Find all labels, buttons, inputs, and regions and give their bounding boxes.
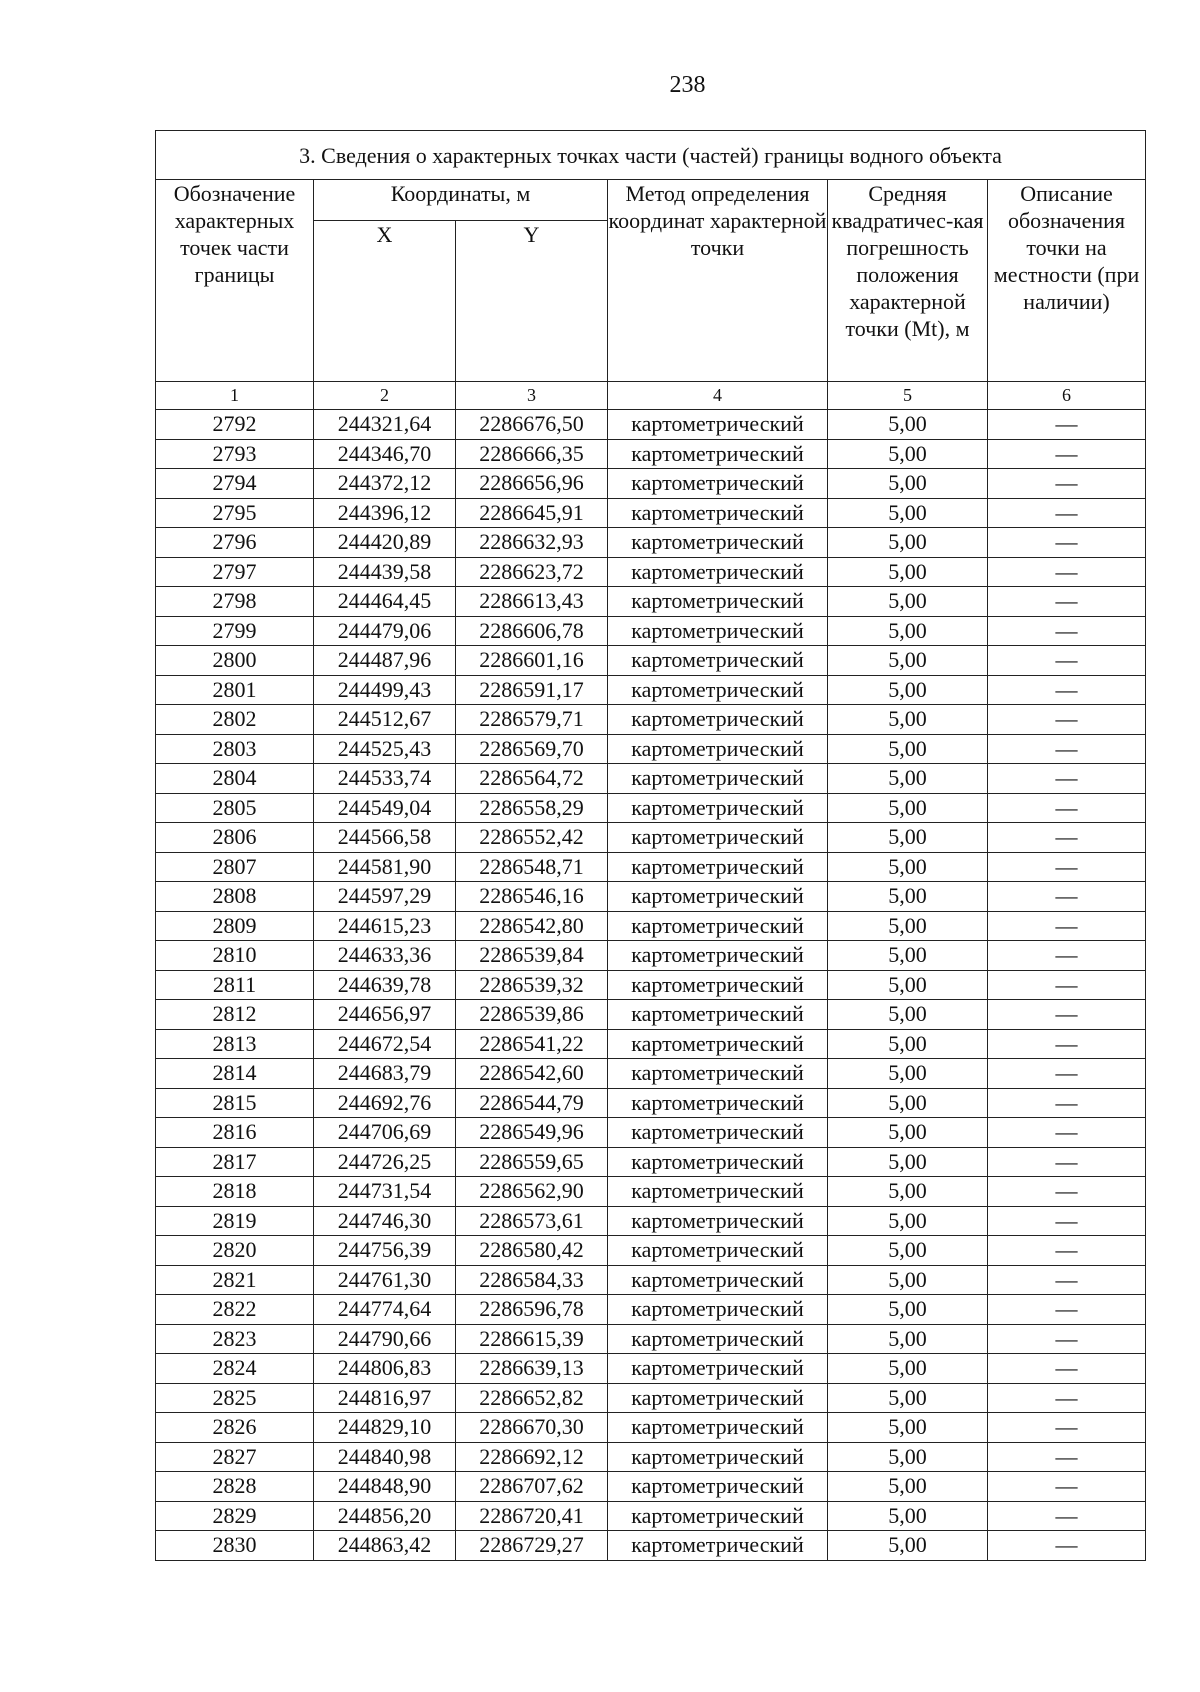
table-row	[156, 1413, 1146, 1443]
point-id-cell: 2813	[156, 1029, 314, 1059]
error-cell: 5,00	[828, 1236, 988, 1266]
x-coordinate-cell: 244321,64	[314, 410, 456, 440]
description-cell: —	[988, 1059, 1146, 1089]
description-cell: —	[988, 1295, 1146, 1325]
method-cell: картометрический	[608, 498, 828, 528]
table-row	[156, 1295, 1146, 1325]
x-coordinate-cell: 244464,45	[314, 587, 456, 617]
description-cell: —	[988, 469, 1146, 499]
point-id-cell: 2795	[156, 498, 314, 528]
description-cell: —	[988, 498, 1146, 528]
table-row	[156, 1236, 1146, 1266]
error-cell: 5,00	[828, 1206, 988, 1236]
table-row	[156, 823, 1146, 853]
description-cell: —	[988, 705, 1146, 735]
x-coordinate-cell: 244840,98	[314, 1442, 456, 1472]
error-cell: 5,00	[828, 587, 988, 617]
x-coordinate-cell: 244761,30	[314, 1265, 456, 1295]
method-cell: картометрический	[608, 1295, 828, 1325]
x-coordinate-cell: 244790,66	[314, 1324, 456, 1354]
table-row	[156, 734, 1146, 764]
error-cell: 5,00	[828, 675, 988, 705]
description-cell: —	[988, 793, 1146, 823]
x-coordinate-cell: 244566,58	[314, 823, 456, 853]
table-row	[156, 469, 1146, 499]
y-coordinate-cell: 2286645,91	[456, 498, 608, 528]
header-y: Y	[456, 221, 608, 382]
method-cell: картометрический	[608, 793, 828, 823]
method-cell: картометрический	[608, 1265, 828, 1295]
y-coordinate-cell: 2286613,43	[456, 587, 608, 617]
x-coordinate-cell: 244816,97	[314, 1383, 456, 1413]
point-id-cell: 2826	[156, 1413, 314, 1443]
x-coordinate-cell: 244856,20	[314, 1501, 456, 1531]
y-coordinate-cell: 2286720,41	[456, 1501, 608, 1531]
point-id-cell: 2809	[156, 911, 314, 941]
y-coordinate-cell: 2286623,72	[456, 557, 608, 587]
description-cell: —	[988, 410, 1146, 440]
point-id-cell: 2808	[156, 882, 314, 912]
table-row	[156, 1324, 1146, 1354]
method-cell: картометрический	[608, 1147, 828, 1177]
y-coordinate-cell: 2286544,79	[456, 1088, 608, 1118]
error-cell: 5,00	[828, 823, 988, 853]
description-cell: —	[988, 646, 1146, 676]
x-coordinate-cell: 244656,97	[314, 1000, 456, 1030]
y-coordinate-cell: 2286606,78	[456, 616, 608, 646]
error-cell: 5,00	[828, 1059, 988, 1089]
point-id-cell: 2817	[156, 1147, 314, 1177]
x-coordinate-cell: 244499,43	[314, 675, 456, 705]
point-id-cell: 2815	[156, 1088, 314, 1118]
method-cell: картометрический	[608, 1088, 828, 1118]
y-coordinate-cell: 2286615,39	[456, 1324, 608, 1354]
method-cell: картометрический	[608, 705, 828, 735]
point-id-cell: 2805	[156, 793, 314, 823]
description-cell: —	[988, 1383, 1146, 1413]
error-cell: 5,00	[828, 1324, 988, 1354]
x-coordinate-cell: 244848,90	[314, 1472, 456, 1502]
x-coordinate-cell: 244597,29	[314, 882, 456, 912]
error-cell: 5,00	[828, 1383, 988, 1413]
method-cell: картометрический	[608, 970, 828, 1000]
error-cell: 5,00	[828, 557, 988, 587]
table-row	[156, 882, 1146, 912]
point-id-cell: 2819	[156, 1206, 314, 1236]
description-cell: —	[988, 764, 1146, 794]
y-coordinate-cell: 2286539,32	[456, 970, 608, 1000]
header-method: Метод определения координат характерной точки	[608, 180, 828, 382]
table-row	[156, 1059, 1146, 1089]
method-cell: картометрический	[608, 1000, 828, 1030]
table-row	[156, 1354, 1146, 1384]
table-row	[156, 498, 1146, 528]
y-coordinate-cell: 2286656,96	[456, 469, 608, 499]
error-cell: 5,00	[828, 1354, 988, 1384]
y-coordinate-cell: 2286564,72	[456, 764, 608, 794]
method-cell: картометрический	[608, 557, 828, 587]
column-number: 4	[608, 382, 828, 410]
x-coordinate-cell: 244806,83	[314, 1354, 456, 1384]
method-cell: картометрический	[608, 616, 828, 646]
error-cell: 5,00	[828, 1000, 988, 1030]
boundary-points-table	[155, 130, 1146, 1561]
x-coordinate-cell: 244525,43	[314, 734, 456, 764]
method-cell: картометрический	[608, 1354, 828, 1384]
error-cell: 5,00	[828, 1472, 988, 1502]
error-cell: 5,00	[828, 941, 988, 971]
y-coordinate-cell: 2286676,50	[456, 410, 608, 440]
method-cell: картометрический	[608, 675, 828, 705]
point-id-cell: 2811	[156, 970, 314, 1000]
section-title: 3. Сведения о характерных точках части (частей) границы водного объекта	[156, 131, 1146, 180]
description-cell: —	[988, 823, 1146, 853]
method-cell: картометрический	[608, 911, 828, 941]
point-id-cell: 2828	[156, 1472, 314, 1502]
point-id-cell: 2821	[156, 1265, 314, 1295]
x-coordinate-cell: 244487,96	[314, 646, 456, 676]
description-cell: —	[988, 1206, 1146, 1236]
point-id-cell: 2794	[156, 469, 314, 499]
point-id-cell: 2800	[156, 646, 314, 676]
x-coordinate-cell: 244372,12	[314, 469, 456, 499]
point-id-cell: 2823	[156, 1324, 314, 1354]
table-row	[156, 410, 1146, 440]
method-cell: картометрический	[608, 823, 828, 853]
point-id-cell: 2806	[156, 823, 314, 853]
error-cell: 5,00	[828, 1501, 988, 1531]
error-cell: 5,00	[828, 1531, 988, 1561]
column-number: 2	[314, 382, 456, 410]
point-id-cell: 2801	[156, 675, 314, 705]
table-row	[156, 1383, 1146, 1413]
description-cell: —	[988, 1472, 1146, 1502]
y-coordinate-cell: 2286552,42	[456, 823, 608, 853]
x-coordinate-cell: 244615,23	[314, 911, 456, 941]
point-id-cell: 2812	[156, 1000, 314, 1030]
description-cell: —	[988, 911, 1146, 941]
point-id-cell: 2825	[156, 1383, 314, 1413]
method-cell: картометрический	[608, 941, 828, 971]
x-coordinate-cell: 244533,74	[314, 764, 456, 794]
description-cell: —	[988, 1118, 1146, 1148]
x-coordinate-cell: 244829,10	[314, 1413, 456, 1443]
y-coordinate-cell: 2286558,29	[456, 793, 608, 823]
description-cell: —	[988, 1000, 1146, 1030]
x-coordinate-cell: 244639,78	[314, 970, 456, 1000]
table-row	[156, 587, 1146, 617]
point-id-cell: 2820	[156, 1236, 314, 1266]
table-row	[156, 764, 1146, 794]
table-row	[156, 1029, 1146, 1059]
method-cell: картометрический	[608, 1531, 828, 1561]
point-id-cell: 2793	[156, 439, 314, 469]
table-row	[156, 557, 1146, 587]
column-number: 5	[828, 382, 988, 410]
y-coordinate-cell: 2286549,96	[456, 1118, 608, 1148]
table-row	[156, 1442, 1146, 1472]
table-row	[156, 1265, 1146, 1295]
table-row	[156, 705, 1146, 735]
method-cell: картометрический	[608, 439, 828, 469]
description-cell: —	[988, 1265, 1146, 1295]
error-cell: 5,00	[828, 646, 988, 676]
x-coordinate-cell: 244746,30	[314, 1206, 456, 1236]
y-coordinate-cell: 2286539,86	[456, 1000, 608, 1030]
y-coordinate-cell: 2286542,60	[456, 1059, 608, 1089]
y-coordinate-cell: 2286584,33	[456, 1265, 608, 1295]
header-designation: Обозначение характерных точек части границы	[156, 180, 314, 382]
method-cell: картометрический	[608, 1383, 828, 1413]
y-coordinate-cell: 2286539,84	[456, 941, 608, 971]
x-coordinate-cell: 244420,89	[314, 528, 456, 558]
table-row	[156, 528, 1146, 558]
point-id-cell: 2799	[156, 616, 314, 646]
header-description: Описание обозначения точки на местности (при наличии)	[988, 180, 1146, 382]
description-cell: —	[988, 1177, 1146, 1207]
error-cell: 5,00	[828, 911, 988, 941]
description-cell: —	[988, 1088, 1146, 1118]
description-cell: —	[988, 557, 1146, 587]
x-coordinate-cell: 244756,39	[314, 1236, 456, 1266]
y-coordinate-cell: 2286542,80	[456, 911, 608, 941]
x-coordinate-cell: 244549,04	[314, 793, 456, 823]
table-row	[156, 941, 1146, 971]
x-coordinate-cell: 244672,54	[314, 1029, 456, 1059]
y-coordinate-cell: 2286639,13	[456, 1354, 608, 1384]
description-cell: —	[988, 1029, 1146, 1059]
table-row	[156, 616, 1146, 646]
x-coordinate-cell: 244692,76	[314, 1088, 456, 1118]
x-coordinate-cell: 244774,64	[314, 1295, 456, 1325]
description-cell: —	[988, 1236, 1146, 1266]
column-numbers-row	[156, 382, 1146, 410]
method-cell: картометрический	[608, 1118, 828, 1148]
x-coordinate-cell: 244439,58	[314, 557, 456, 587]
y-coordinate-cell: 2286707,62	[456, 1472, 608, 1502]
point-id-cell: 2814	[156, 1059, 314, 1089]
description-cell: —	[988, 1531, 1146, 1561]
point-id-cell: 2803	[156, 734, 314, 764]
x-coordinate-cell: 244479,06	[314, 616, 456, 646]
table-row	[156, 675, 1146, 705]
column-number: 1	[156, 382, 314, 410]
y-coordinate-cell: 2286559,65	[456, 1147, 608, 1177]
point-id-cell: 2822	[156, 1295, 314, 1325]
y-coordinate-cell: 2286652,82	[456, 1383, 608, 1413]
method-cell: картометрический	[608, 1059, 828, 1089]
x-coordinate-cell: 244346,70	[314, 439, 456, 469]
description-cell: —	[988, 941, 1146, 971]
error-cell: 5,00	[828, 469, 988, 499]
error-cell: 5,00	[828, 528, 988, 558]
method-cell: картометрический	[608, 1206, 828, 1236]
y-coordinate-cell: 2286573,61	[456, 1206, 608, 1236]
error-cell: 5,00	[828, 793, 988, 823]
y-coordinate-cell: 2286579,71	[456, 705, 608, 735]
error-cell: 5,00	[828, 1147, 988, 1177]
method-cell: картометрический	[608, 528, 828, 558]
description-cell: —	[988, 439, 1146, 469]
error-cell: 5,00	[828, 1265, 988, 1295]
point-id-cell: 2798	[156, 587, 314, 617]
method-cell: картометрический	[608, 764, 828, 794]
error-cell: 5,00	[828, 734, 988, 764]
point-id-cell: 2797	[156, 557, 314, 587]
table-row	[156, 646, 1146, 676]
method-cell: картометрический	[608, 734, 828, 764]
description-cell: —	[988, 1442, 1146, 1472]
y-coordinate-cell: 2286548,71	[456, 852, 608, 882]
table-row	[156, 1000, 1146, 1030]
y-coordinate-cell: 2286632,93	[456, 528, 608, 558]
table-row	[156, 1206, 1146, 1236]
y-coordinate-cell: 2286601,16	[456, 646, 608, 676]
description-cell: —	[988, 882, 1146, 912]
y-coordinate-cell: 2286666,35	[456, 439, 608, 469]
point-id-cell: 2818	[156, 1177, 314, 1207]
table-row	[156, 911, 1146, 941]
error-cell: 5,00	[828, 1029, 988, 1059]
y-coordinate-cell: 2286569,70	[456, 734, 608, 764]
error-cell: 5,00	[828, 1118, 988, 1148]
point-id-cell: 2824	[156, 1354, 314, 1384]
y-coordinate-cell: 2286591,17	[456, 675, 608, 705]
table-row	[156, 1501, 1146, 1531]
table-row	[156, 970, 1146, 1000]
table-body	[156, 410, 1146, 1561]
point-id-cell: 2802	[156, 705, 314, 735]
error-cell: 5,00	[828, 882, 988, 912]
point-id-cell: 2830	[156, 1531, 314, 1561]
description-cell: —	[988, 587, 1146, 617]
table-row	[156, 1088, 1146, 1118]
description-cell: —	[988, 1147, 1146, 1177]
header-coordinates: Координаты, м	[314, 180, 608, 221]
x-coordinate-cell: 244683,79	[314, 1059, 456, 1089]
description-cell: —	[988, 1413, 1146, 1443]
method-cell: картометрический	[608, 410, 828, 440]
error-cell: 5,00	[828, 1088, 988, 1118]
x-coordinate-cell: 244731,54	[314, 1177, 456, 1207]
error-cell: 5,00	[828, 439, 988, 469]
method-cell: картометрический	[608, 1029, 828, 1059]
method-cell: картометрический	[608, 1177, 828, 1207]
table-row	[156, 793, 1146, 823]
description-cell: —	[988, 1501, 1146, 1531]
header-x: X	[314, 221, 456, 382]
y-coordinate-cell: 2286692,12	[456, 1442, 608, 1472]
description-cell: —	[988, 852, 1146, 882]
error-cell: 5,00	[828, 1442, 988, 1472]
point-id-cell: 2804	[156, 764, 314, 794]
table-row	[156, 852, 1146, 882]
y-coordinate-cell: 2286546,16	[456, 882, 608, 912]
error-cell: 5,00	[828, 1413, 988, 1443]
method-cell: картометрический	[608, 646, 828, 676]
description-cell: —	[988, 970, 1146, 1000]
x-coordinate-cell: 244706,69	[314, 1118, 456, 1148]
y-coordinate-cell: 2286729,27	[456, 1531, 608, 1561]
point-id-cell: 2829	[156, 1501, 314, 1531]
y-coordinate-cell: 2286541,22	[456, 1029, 608, 1059]
y-coordinate-cell: 2286562,90	[456, 1177, 608, 1207]
point-id-cell: 2796	[156, 528, 314, 558]
table-row	[156, 1177, 1146, 1207]
x-coordinate-cell: 244633,36	[314, 941, 456, 971]
point-id-cell: 2816	[156, 1118, 314, 1148]
description-cell: —	[988, 734, 1146, 764]
method-cell: картометрический	[608, 852, 828, 882]
y-coordinate-cell: 2286580,42	[456, 1236, 608, 1266]
description-cell: —	[988, 675, 1146, 705]
description-cell: —	[988, 1354, 1146, 1384]
x-coordinate-cell: 244512,67	[314, 705, 456, 735]
method-cell: картометрический	[608, 587, 828, 617]
description-cell: —	[988, 528, 1146, 558]
method-cell: картометрический	[608, 1413, 828, 1443]
point-id-cell: 2810	[156, 941, 314, 971]
table-row	[156, 1118, 1146, 1148]
point-id-cell: 2792	[156, 410, 314, 440]
method-cell: картометрический	[608, 1501, 828, 1531]
method-cell: картометрический	[608, 1324, 828, 1354]
column-number: 6	[988, 382, 1146, 410]
error-cell: 5,00	[828, 705, 988, 735]
table-row	[156, 1472, 1146, 1502]
x-coordinate-cell: 244396,12	[314, 498, 456, 528]
error-cell: 5,00	[828, 764, 988, 794]
method-cell: картометрический	[608, 882, 828, 912]
page-number: 238	[669, 72, 706, 98]
table-row	[156, 1531, 1146, 1561]
header-error: Средняя квадратичес-кая погрешность положения характерной точки (Mt), м	[828, 180, 988, 382]
description-cell: —	[988, 1324, 1146, 1354]
point-id-cell: 2807	[156, 852, 314, 882]
error-cell: 5,00	[828, 616, 988, 646]
y-coordinate-cell: 2286670,30	[456, 1413, 608, 1443]
error-cell: 5,00	[828, 1295, 988, 1325]
table-row	[156, 1147, 1146, 1177]
method-cell: картометрический	[608, 1472, 828, 1502]
x-coordinate-cell: 244726,25	[314, 1147, 456, 1177]
x-coordinate-cell: 244863,42	[314, 1531, 456, 1561]
error-cell: 5,00	[828, 410, 988, 440]
method-cell: картометрический	[608, 469, 828, 499]
table-row	[156, 439, 1146, 469]
point-id-cell: 2827	[156, 1442, 314, 1472]
column-number: 3	[456, 382, 608, 410]
error-cell: 5,00	[828, 1177, 988, 1207]
description-cell: —	[988, 616, 1146, 646]
x-coordinate-cell: 244581,90	[314, 852, 456, 882]
method-cell: картометрический	[608, 1236, 828, 1266]
error-cell: 5,00	[828, 852, 988, 882]
method-cell: картометрический	[608, 1442, 828, 1472]
y-coordinate-cell: 2286596,78	[456, 1295, 608, 1325]
error-cell: 5,00	[828, 970, 988, 1000]
error-cell: 5,00	[828, 498, 988, 528]
